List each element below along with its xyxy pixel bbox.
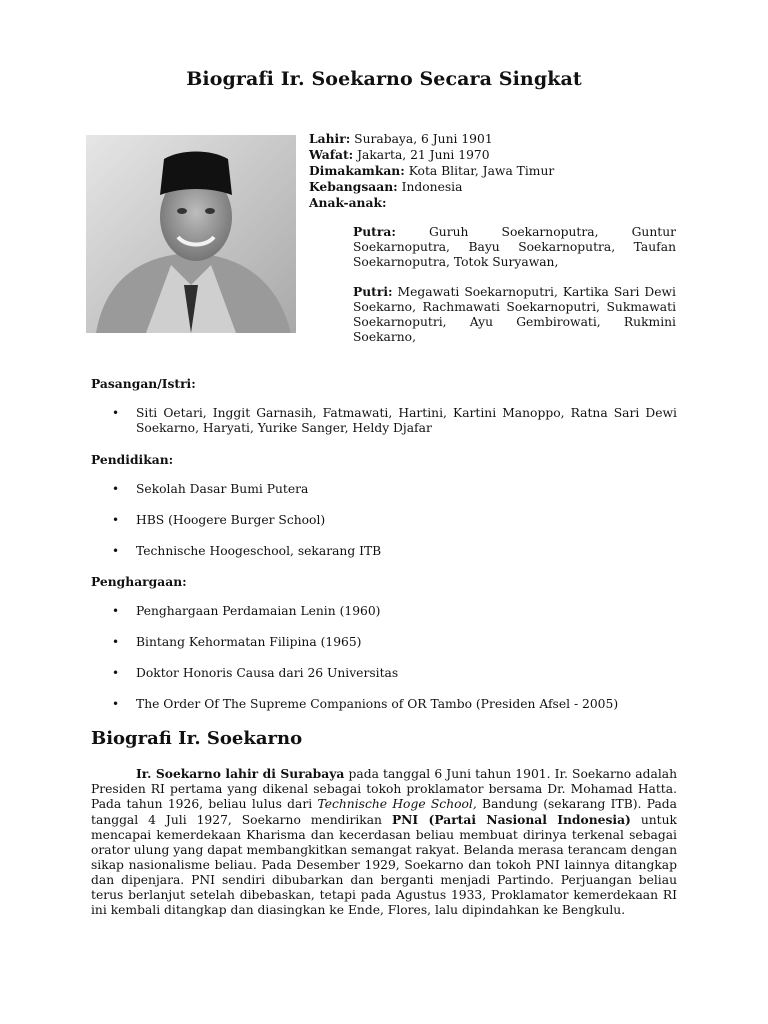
pasangan-label: Pasangan/Istri: [91,376,196,391]
penghargaan-label: Penghargaan: [91,574,187,589]
putra-value: Guruh Soekarnoputra, Guntur Soekarnoputra, Bayu Soekarnoputra, Taufan Soekarnoputra, Totok Suryawan, [353,225,676,269]
list-item: • Penghargaan Perdamaian Lenin (1960) [91,604,677,619]
portrait-photo [86,135,296,333]
putri-value: Megawati Soekarnoputri, Kartika Sari Dewi Soekarno, Rachmawati Soekarnoputri, Sukmawati Soekarnoputri, Ayu Gembirowati, Rukmini Soekarno, [353,285,676,344]
pendidikan-list [91,482,677,559]
list-item: • Technische Hoogeschool, sekarang ITB [91,544,677,559]
dimakamkan-value: Kota Blitar, Jawa Timur [404,164,555,178]
paragraph-text-3: untuk mencapai kemerdekaan Kharisma dan kecerdasan beliau membuat dirinya terkenal sebagai orator ulung yang dapat membangkitkan semangat rakyat. Belanda merasa terancam dengan sikap nasionalisme beliau. Pada Desember 1929, Soekarno dan tokoh PNI lainnya ditangkap dan dipenjara. PNI sendiri dibubarkan dan berganti menjadi Partindo. Perjuangan beliau terus berlanjut setelah dibebaskan, tetapi pada Agustus 1933, Proklamator kemerdekaan RI ini kembali ditangkap dan diasingkan ke Ende, Flores, lalu dipindahkan ke Bengkulu. [91,813,677,917]
wafat-row [309,147,679,163]
kebangsaan-label: Kebangsaan: [309,179,398,194]
anak-row [309,195,679,211]
biography-paragraph [91,766,677,918]
list-item: • The Order Of The Supreme Companions of OR Tambo (Presiden Afsel - 2005) [91,697,677,712]
penghargaan-list [91,604,677,712]
wafat-value: Jakarta, 21 Juni 1970 [353,148,490,162]
lahir-label: Lahir: [309,131,351,146]
list-item: • Sekolah Dasar Bumi Putera [91,482,677,497]
anak-label: Anak-anak: [309,195,387,210]
list-item: • HBS (Hoogere Burger School) [91,513,677,528]
putri-label: Putri: [353,284,393,299]
document-title: Biografi Ir. Soekarno Secara Singkat [186,68,582,90]
paragraph-text-2: Bandung (sekarang ITB). Pada tanggal 4 Juli 1927, Soekarno mendirikan [91,797,677,827]
list-item: • Siti Oetari, Inggit Garnasih, Fatmawati, Hartini, Kartini Manoppo, Ratna Sari Dewi Soekarno, Haryati, Yurike Sanger, Heldy Djafar [91,406,677,436]
kebangsaan-value: Indonesia [397,180,463,194]
wafat-label: Wafat: [309,147,354,162]
paragraph-text-1: pada tanggal 6 Juni tahun 1901. Ir. Soekarno adalah Presiden RI pertama yang dikenal sebagai tokoh proklamator bersama Dr. Mohamad Hatta. Pada tahun 1926, beliau lulus dari [91,767,677,811]
portrait-photo-icon [86,135,296,333]
putra-label: Putra: [353,224,396,239]
section-heading: Biografi Ir. Soekarno [91,728,303,749]
paragraph-bold-pni: PNI (Partai Nasional Indonesia) [391,812,631,827]
pendidikan-label: Pendidikan: [91,452,174,467]
pasangan-list [91,406,677,436]
lahir-row [309,131,679,147]
paragraph-italic-school: Technische Hoge School, [317,797,477,811]
kebangsaan-row [309,179,679,195]
list-item: • Bintang Kehormatan Filipina (1965) [91,635,677,650]
putri-paragraph [353,284,676,345]
lahir-value: Surabaya, 6 Juni 1901 [350,132,493,146]
paragraph-bold-intro: Ir. Soekarno lahir di Surabaya [136,766,345,781]
putra-paragraph [353,224,676,270]
dimakamkan-row [309,163,679,179]
dimakamkan-label: Dimakamkan: [309,163,405,178]
list-item: • Doktor Honoris Causa dari 26 Universitas [91,666,677,681]
biodata-block [309,131,679,211]
